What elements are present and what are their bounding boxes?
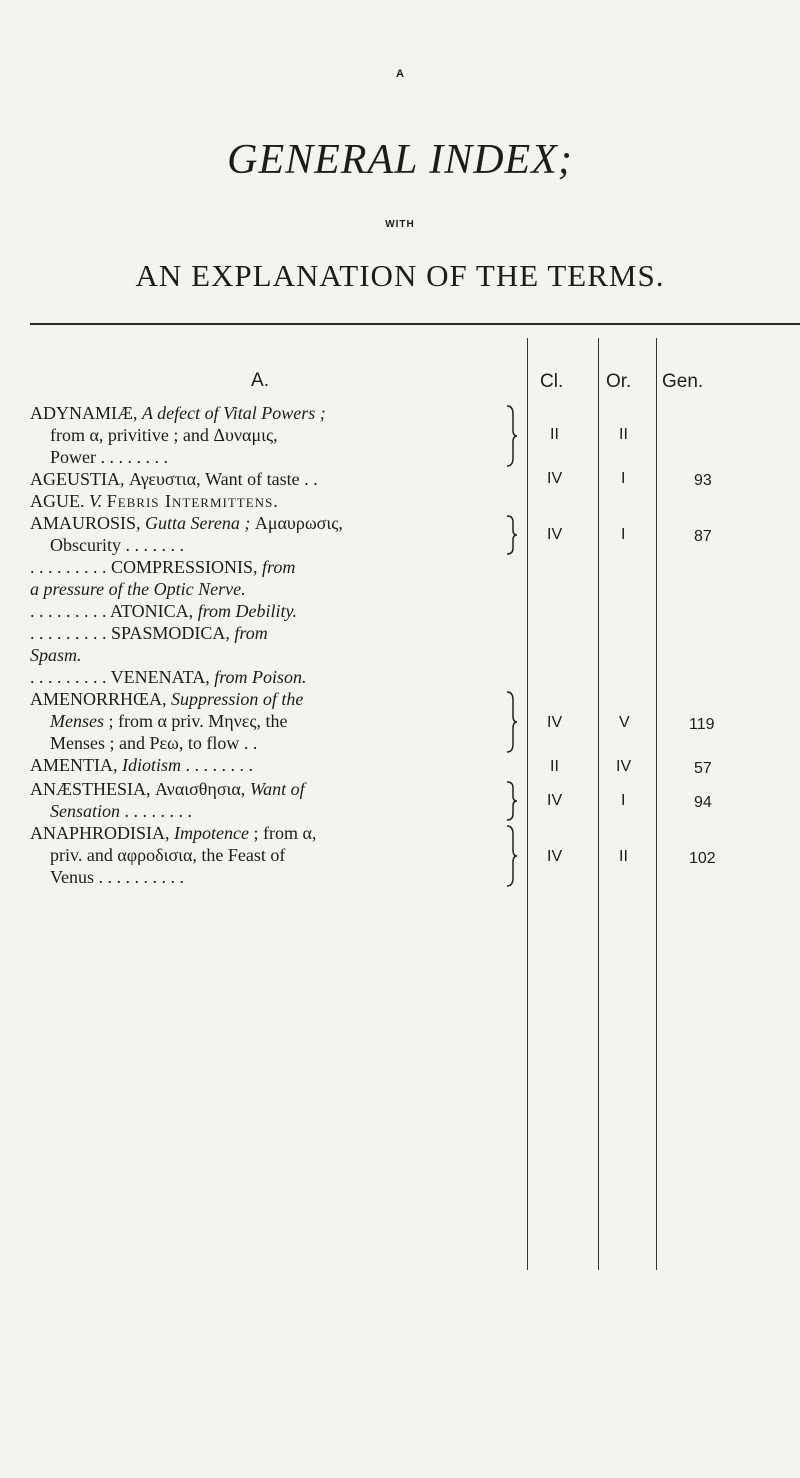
entry-genus: 94: [694, 794, 712, 811]
entry-class: IV: [547, 848, 563, 865]
entry-term: ANAPHRODISIA,: [30, 823, 170, 843]
entry-cross-reference: Febris Intermittens.: [106, 491, 279, 511]
entry-line: . . . . . . . . . SPASMODICA, from: [30, 623, 268, 643]
column-header-cl: Cl.: [540, 371, 564, 392]
with-label: WITH: [385, 219, 415, 230]
entry-definition: A defect of Vital Powers ;: [142, 403, 326, 423]
entry-class: IV: [547, 470, 563, 487]
brace-mark: [505, 690, 519, 754]
entry-reference: V.: [89, 491, 103, 511]
entry-term: AGUE.: [30, 491, 85, 511]
brace-mark: [505, 404, 519, 468]
entry-greek: Αναισθησια,: [155, 779, 246, 799]
column-divider-gen: [656, 338, 657, 1270]
entry-line: Venus . . . . . . . . . .: [50, 867, 184, 887]
entry-line: ANAPHRODISIA, Impotence ; from α,: [30, 823, 317, 843]
entry-genus: 93: [694, 472, 712, 489]
signature-mark: A: [396, 68, 404, 80]
page-title: GENERAL INDEX;: [227, 137, 573, 183]
entry-line: Sensation . . . . . . . .: [50, 801, 192, 821]
header-rule: [30, 323, 800, 325]
entry-order: II: [619, 426, 628, 443]
entry-term: AMENORRHŒA,: [30, 689, 167, 709]
entry-term: AMAUROSIS,: [30, 513, 141, 533]
column-divider-or: [598, 338, 599, 1270]
entry-definition: Gutta Serena ;: [145, 513, 251, 533]
brace-mark: [505, 824, 519, 888]
entry-line: Menses ; from α priv. Μηνες, the: [50, 711, 288, 731]
entry-order: I: [621, 792, 626, 809]
entry-line: AGEUSTIA, Αγευστια, Want of taste . .: [30, 469, 318, 489]
entry-line: Menses ; and Ρεω, to flow . .: [50, 733, 258, 753]
brace-mark: [505, 780, 519, 822]
entry-term: ANÆSTHESIA,: [30, 779, 151, 799]
section-letter: A.: [251, 370, 269, 391]
entry-line: from α, privitive ; and Δυναμις,: [50, 425, 278, 445]
entry-order: IV: [616, 758, 632, 775]
entry-line: . . . . . . . . . VENENATA, from Poison.: [30, 667, 307, 687]
entry-order: I: [621, 470, 626, 487]
entry-line: Power . . . . . . . .: [50, 447, 168, 467]
entry-line: [30, 688, 303, 710]
column-divider-cl: [527, 338, 528, 1270]
entry-term: AMENTIA,: [30, 755, 118, 775]
entry-order: I: [621, 526, 626, 543]
entry-line: a pressure of the Optic Nerve.: [30, 579, 246, 599]
entry-line: [30, 778, 305, 800]
entry-line: Obscurity . . . . . . .: [50, 535, 184, 555]
entry-genus: 102: [689, 850, 716, 867]
entry-definition: Impotence: [174, 823, 249, 843]
entry-order: II: [619, 848, 628, 865]
entry-line: [30, 402, 326, 424]
entry-line: AMENTIA, Idiotism . . . . . . . .: [30, 755, 254, 775]
entry-line: [30, 512, 343, 534]
entry-line: [30, 490, 279, 512]
entry-class: IV: [547, 526, 563, 543]
entry-class: II: [550, 426, 559, 443]
entry-order: V: [619, 714, 630, 731]
brace-mark: [505, 514, 519, 556]
entry-definition: Want of: [249, 779, 305, 799]
column-header-or: Or.: [606, 371, 632, 392]
entry-definition: Idiotism: [122, 755, 182, 775]
entry-line: Spasm.: [30, 645, 82, 665]
entry-genus: 119: [689, 716, 715, 733]
entry-greek: Αμαυρωσις,: [254, 513, 343, 533]
column-header-gen: Gen.: [662, 371, 704, 392]
entry-definition: Suppression of the: [171, 689, 304, 709]
entry-term: ADYNAMIÆ,: [30, 403, 138, 423]
entry-class: II: [550, 758, 559, 775]
entry-line: . . . . . . . . . ATONICA, from Debility.: [30, 601, 298, 621]
page-subtitle: AN EXPLANATION OF THE TERMS.: [135, 258, 665, 293]
entry-line: priv. and αφροδισια, the Feast of: [50, 845, 286, 865]
entry-genus: 87: [694, 528, 712, 545]
entry-genus: 57: [694, 760, 712, 777]
entry-line: . . . . . . . . . COMPRESSIONIS, from: [30, 557, 296, 577]
entry-class: IV: [547, 714, 563, 731]
entry-class: IV: [547, 792, 563, 809]
